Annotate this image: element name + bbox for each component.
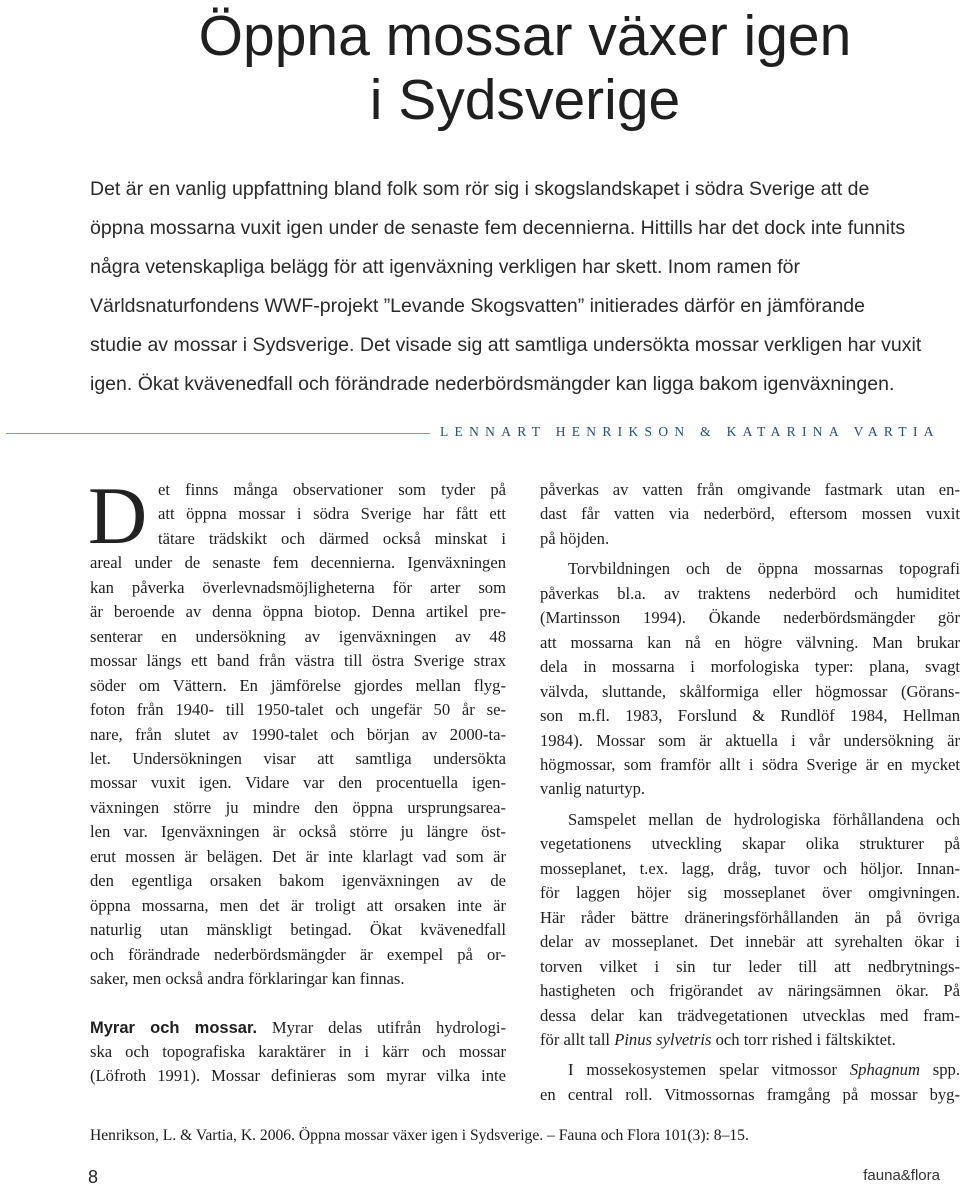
body-line: saker, men också andra förklaringar kan finnas. xyxy=(90,969,405,989)
body-line: senterar en undersökning av igenväxningen av 48 xyxy=(90,626,506,646)
body-line: torven vilket i sin tur leder till att nedbrytnings- xyxy=(540,956,960,976)
body-line: areal under de senaste fem decennierna. Igenväxningen xyxy=(90,553,506,573)
body-line: är beroende av denna öppna biotop. Denna artikel pre- xyxy=(90,602,506,622)
body-line: naturlig utan mänskligt betingad. Ökat kvävenedfall xyxy=(90,920,506,940)
lead-line: öppna mossarna vuxit igen under de senaste fem decennierna. Hittills har det dock inte funnits xyxy=(90,217,906,239)
genus-name: Sphagnum xyxy=(849,1060,920,1080)
body-line: att öppna mossar i södra Sverige har fått ett xyxy=(158,504,506,524)
body-line: 1984). Mossar som är aktuella i vår undersökning är xyxy=(540,730,960,750)
text-run: I mossekosystemen spelar vitmossor xyxy=(568,1060,850,1080)
text-run: för allt tall xyxy=(540,1029,615,1049)
body-line: et finns många observationer som tyder på xyxy=(158,480,506,499)
body-line: (Löfroth 1991). Mossar definieras som myrar vilka inte xyxy=(90,1066,506,1086)
body-line: mossar längs ett band från västra till östra Sverige strax xyxy=(90,651,506,671)
body-line: vanlig naturtyp. xyxy=(540,779,646,799)
body-line: påverkas av vatten från omgivande fastmark utan en- xyxy=(540,480,960,499)
body-line: för laggen höjer sig mosseplanet över omgivningen. xyxy=(540,883,960,903)
journal-name: fauna&flora xyxy=(863,1167,940,1184)
body-line: foton från 1940- till 1950-talet och ungefär 50 år se- xyxy=(90,700,506,720)
body-line: tätare trädskikt och därmed också minskat i xyxy=(158,528,506,548)
body-line: (Martinsson 1994). Ökande nederbördsmängder gör xyxy=(540,608,960,628)
text-run: och torr rished i fältskiktet. xyxy=(711,1029,896,1049)
lead-line: igen. Ökat kvävenedfall och förändrade nederbördsmängder kan ligga bakom igenväxningen. xyxy=(90,373,895,395)
text-run: spp. xyxy=(919,1060,960,1080)
title-line-2: i Sydsverige xyxy=(369,68,681,132)
body-line: och förändrade nederbördsmängder är exempel på or- xyxy=(90,944,506,964)
citation: Henrikson, L. & Vartia, K. 2006. Öppna mossar växer igen i Sydsverige. – Fauna och Flora 101(3): 8–15. xyxy=(90,1127,749,1144)
section-first-line xyxy=(90,1016,506,1040)
body-line: ska och topografiska karaktärer in i kärr och mossar xyxy=(90,1041,506,1061)
body-line: delar av mosseplanet. Det innebär att syrehalten ökar i xyxy=(540,932,960,952)
body-line xyxy=(540,1028,960,1052)
body-line: på höjden. xyxy=(540,528,610,548)
body-line: dessa delar kan trädvegetationen utvecklas med fram- xyxy=(540,1005,960,1025)
body-line: öppna mossarna, men det är troligt att orsaken inte är xyxy=(90,895,506,915)
right-column xyxy=(540,478,960,1107)
title-line-1: Öppna mossar växer igen xyxy=(198,4,852,68)
lead-paragraph xyxy=(90,170,960,404)
lead-line: studie av mossar i Sydsverige. Det visade sig att samtliga undersökta mossar verkligen har vuxit xyxy=(90,334,922,356)
body-line: let. Undersökningen visar att samtliga undersökta xyxy=(90,748,506,768)
body-line xyxy=(540,1058,960,1082)
page-number: 8 xyxy=(88,1167,99,1187)
section-heading: Myrar och mossar. xyxy=(90,1018,258,1037)
body-line: erut mossen är belägen. Det är inte klarlagt vad som är xyxy=(90,846,506,866)
drop-cap: D xyxy=(88,470,148,561)
body-line: son m.fl. 1983, Forslund & Rundlöf 1984, Hellman xyxy=(540,706,960,726)
body-line: nare, från slutet av 1990-talet och början av 2000-ta- xyxy=(90,724,506,744)
body-line: den egentliga orsaken bakom igenväxningen av de xyxy=(90,871,506,891)
lead-line: några vetenskapliga belägg för att igenväxning verkligen har skett. Inom ramen för xyxy=(90,256,800,278)
body-line: påverkas bl.a. av traktens nederbörd och humiditet xyxy=(540,583,960,603)
body-line: växningen större ju mindre den öppna ursprungsarea- xyxy=(90,797,506,817)
article-title xyxy=(0,4,960,132)
species-name: Pinus sylvetris xyxy=(614,1029,712,1049)
body-line: Här råder bättre dräneringsförhållanden än på övriga xyxy=(540,907,960,927)
left-column xyxy=(88,470,506,1089)
body-line: söder om Vättern. En jämförelse gjordes mellan flyg- xyxy=(90,675,506,695)
section-first-line-text: Myrar delas utifrån hydrologi- xyxy=(271,1017,506,1037)
body-line: mosseplanet, t.ex. lagg, dråg, tuvor och höljor. Innan- xyxy=(540,858,960,878)
dropcap-block xyxy=(88,470,506,561)
body-line: vegetationens utveckling skapar olika strukturer på xyxy=(540,834,960,854)
body-line: en central roll. Vitmossornas framgång på mossar byg- xyxy=(540,1084,960,1104)
lead-line: Världsnaturfondens WWF-projekt ”Levande Skogsvatten” initierades därför en jämförande xyxy=(90,295,865,317)
body-line: att mossarna kan nå en högre välvning. Man brukar xyxy=(540,632,960,652)
body-line: mossar vuxit igen. Vidare var den procentuella igen- xyxy=(90,773,506,793)
body-line: hastigheten och frigörandet av näringsämnen ökar. På xyxy=(540,981,960,1001)
lead-line: Det är en vanlig uppfattning bland folk som rör sig i skogslandskapet i södra Sverige att de xyxy=(90,178,870,200)
body-line: högmossar, som framför allt i södra Sverige är en mycket xyxy=(540,754,960,774)
body-line: dast får vatten via nederbörd, eftersom mossen vuxit xyxy=(540,504,960,524)
body-line: välvda, sluttande, skålformiga eller högmossar (Görans- xyxy=(540,681,960,701)
body-line: kan påverka överlevnadsmöjligheterna för arter som xyxy=(90,577,506,597)
body-line: dela in mossarna i morfologiska typer: plana, svagt xyxy=(540,657,960,677)
body-line: Samspelet mellan de hydrologiska förhållandena och xyxy=(568,809,960,829)
author-byline: LENNART HENRIKSON & KATARINA VARTIA xyxy=(440,424,940,439)
byline-divider xyxy=(6,433,430,434)
body-line: Torvbildningen och de öppna mossarnas topografi xyxy=(568,559,960,579)
body-line: len var. Igenväxningen är också större ju längre öst- xyxy=(90,822,506,842)
